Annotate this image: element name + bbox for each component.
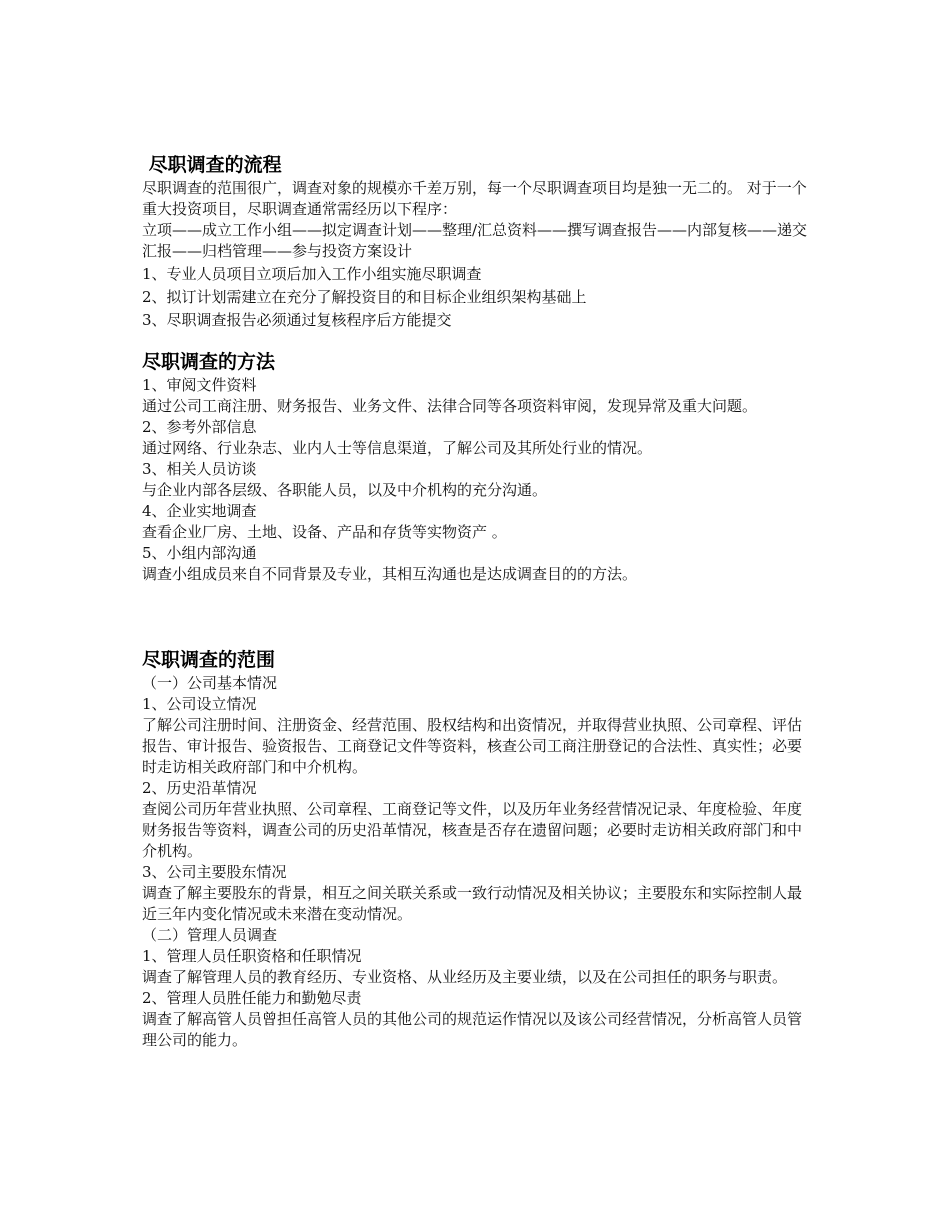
scope-part-heading: （一）公司基本情况 xyxy=(142,674,278,692)
scope-item-label: 2、管理人员胜任能力和勤勉尽责 xyxy=(142,989,362,1007)
process-point: 2、拟订计划需建立在充分了解投资目的和目标企业组织架构基础上 xyxy=(142,288,587,306)
method-desc: 查看企业厂房、土地、设备、产品和存货等实物资产 。 xyxy=(142,523,507,541)
method-desc: 调查小组成员来自不同背景及专业，其相互沟通也是达成调查目的的方法。 xyxy=(142,565,638,583)
section-title-process: 尽职调查的流程 xyxy=(142,154,282,176)
scope-item-desc: 查阅公司历年营业执照、公司章程、工商登记等文件，以及历年业务经营情况记录、年度检验、年度财务报告等资料，调查公司的历史沿革情况，核查是否存在遗留问题；必要时走访相关政府部门和中介机构。 xyxy=(142,800,803,860)
method-desc: 通过网络、行业杂志、业内人士等信息渠道，了解公司及其所处行业的情况。 xyxy=(142,439,653,457)
method-label: 4、企业实地调查 xyxy=(142,502,257,520)
document-page xyxy=(142,152,814,1051)
scope-item-label: 1、公司设立情况 xyxy=(142,695,257,713)
scope-item-desc: 了解公司注册时间、注册资金、经营范围、股权结构和出资情况，并取得营业执照、公司章程、评估报告、审计报告、验资报告、工商登记文件等资料，核查公司工商注册登记的合法性、真实性；必要时走访相关政府部门和中介机构。 xyxy=(142,716,803,776)
method-desc: 通过公司工商注册、财务报告、业务文件、法律合同等各项资料审阅，发现异常及重大问题。 xyxy=(142,397,758,415)
method-label: 2、参考外部信息 xyxy=(142,418,257,436)
scope-item-label: 2、历史沿革情况 xyxy=(142,779,257,797)
process-point: 3、尽职调查报告必须通过复核程序后方能提交 xyxy=(142,311,452,329)
method-label: 5、小组内部沟通 xyxy=(142,544,257,562)
process-intro: 尽职调查的范围很广，调查对象的规模亦千差万别，每一个尽职调查项目均是独一无二的。 对于一个重大投资项目，尽职调查通常需经历以下程序： xyxy=(142,179,807,218)
process-steps: 立项——成立工作小组——拟定调查计划——整理/汇总资料——撰写调查报告——内部复核——递交汇报——归档管理——参与投资方案设计 xyxy=(142,221,808,260)
scope-item-label: 1、管理人员任职资格和任职情况 xyxy=(142,947,362,965)
section-title-methods: 尽职调查的方法 xyxy=(142,351,276,373)
section-title-scope: 尽职调查的范围 xyxy=(142,649,276,671)
method-label: 1、审阅文件资料 xyxy=(142,376,257,394)
scope-item-desc: 调查了解管理人员的教育经历、专业资格、从业经历及主要业绩，以及在公司担任的职务与职责。 xyxy=(142,968,788,986)
method-desc: 与企业内部各层级、各职能人员，以及中介机构的充分沟通。 xyxy=(142,481,548,499)
process-point: 1、专业人员项目立项后加入工作小组实施尽职调查 xyxy=(142,265,482,283)
method-label: 3、相关人员访谈 xyxy=(142,460,257,478)
scope-item-label: 3、公司主要股东情况 xyxy=(142,863,287,881)
scope-item-desc: 调查了解主要股东的背景，相互之间关联关系或一致行动情况及相关协议；主要股东和实际控制人最近三年内变化情况或未来潜在变动情况。 xyxy=(142,884,803,923)
scope-part-heading: （二）管理人员调查 xyxy=(142,926,278,944)
scope-item-desc: 调查了解高管人员曾担任高管人员的其他公司的规范运作情况以及该公司经营情况，分析高管人员管理公司的能力。 xyxy=(142,1010,803,1049)
